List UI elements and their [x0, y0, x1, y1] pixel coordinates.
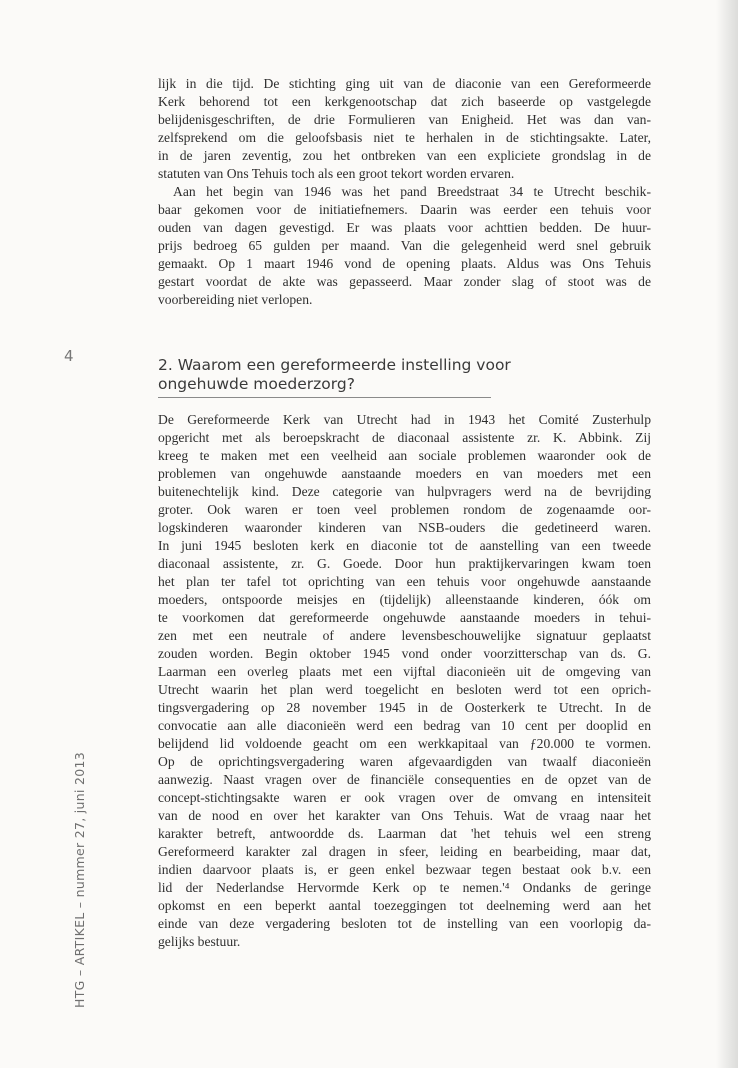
text-line: aanwezig. Naast vragen over de financiële consequenties en de opzet van de — [158, 772, 651, 787]
text-line: in de jaren zeventig, zou het ontbreken van een expliciete grondslag in de — [158, 148, 651, 163]
text-line: diaconaal assistente, zr. G. Goede. Door hun praktijkervaringen kwam toen — [158, 556, 651, 571]
text-line: kreeg te maken met een veelheid aan sociale problemen waaronder ook de — [158, 448, 651, 463]
text-line: buitenechtelijk kind. Deze categorie van hulpvragers werd na de bevrijding — [158, 484, 651, 499]
text-line: ouden van dagen gevestigd. Er was plaats voor achttien bedden. De huur- — [158, 220, 651, 235]
text-line: zouden worden. Begin oktober 1945 vond onder voorzitterschap van ds. G. — [158, 646, 651, 661]
text-line: het plan ter tafel tot oprichting van een tehuis voor ongehuwde aanstaande — [158, 574, 651, 589]
text-line: concept-stichtingsakte waren er ook vragen over de omvang en intensiteit — [158, 790, 651, 805]
running-footer: HTG – ARTIKEL – nummer 27, juni 2013 — [72, 751, 87, 1008]
text-line: van de nood en over het karakter van Ons Tehuis. Wat de vraag naar het — [158, 808, 651, 823]
text-line: Laarman een overleg plaats met een vijftal diaconieën uit de omgeving van — [158, 664, 651, 679]
text-line: logskinderen waaronder kinderen van NSB-ouders die gedetineerd waren. — [158, 520, 651, 535]
text-line: zelfsprekend om die geloofsbasis niet te herhalen in de stichtingsakte. Later, — [158, 130, 651, 145]
text-line: zen met een neutrale of andere levensbeschouwelijke signatuur geplaatst — [158, 628, 651, 643]
text-line: Utrecht waarin het plan werd toegelicht en besloten werd tot een oprich- — [158, 682, 651, 697]
text-line: gestart voordat de akte was gepasseerd. Maar zonder slag of stoot was de — [158, 274, 651, 289]
text-line: lijk in die tijd. De stichting ging uit van de diaconie van een Gereformeerde — [158, 76, 651, 91]
text-line: indien daarvoor plaats is, er geen enkel bezwaar tegen bestaat ook b.v. een — [158, 862, 651, 877]
section-heading-line: 2. Waarom een gereformeerde instelling voor — [158, 356, 511, 374]
page-number: 4 — [64, 347, 74, 365]
text-line: gemaakt. Op 1 maart 1946 vond de opening plaats. Aldus was Ons Tehuis — [158, 256, 651, 271]
heading-underline — [158, 397, 491, 398]
text-line: groter. Ook waren er toen veel problemen rondom de zogenaamde oor- — [158, 502, 651, 517]
text-line: convocatie aan alle diaconieën werd een bedrag van 10 cent per dooplid en — [158, 718, 651, 733]
text-line: lid der Nederlandse Hervormde Kerk op te nemen.'⁴ Ondanks de geringe — [158, 880, 651, 895]
paragraph-main — [158, 411, 651, 951]
section-heading-line: ongehuwde moederzorg? — [158, 375, 355, 393]
paragraphs-top — [158, 75, 651, 309]
text-line: karakter betreft, antwoordde ds. Laarman dat 'het tehuis wel een streng — [158, 826, 651, 841]
page-gutter-shadow — [716, 0, 738, 1068]
text-line: tingsvergadering op 28 november 1945 in de Oosterkerk te Utrecht. In de — [158, 700, 651, 715]
text-line: In juni 1945 besloten kerk en diaconie tot de aanstelling van een tweede — [158, 538, 651, 553]
text-line: Aan het begin van 1946 was het pand Breedstraat 34 te Utrecht beschik- — [173, 184, 651, 199]
text-line: Gereformeerd karakter zal dragen in sfeer, leiding en bearbeiding, maar dat, — [158, 844, 651, 859]
text-line: De Gereformeerde Kerk van Utrecht had in 1943 het Comité Zusterhulp — [158, 412, 651, 427]
text-line: Op de oprichtingsvergadering waren afgevaardigden van twaalf diaconieën — [158, 754, 651, 769]
text-line: opkomst en een beperkt aantal toezeggingen tot deelneming werd aan het — [158, 898, 651, 913]
section-heading — [158, 356, 511, 394]
text-line: problemen van ongehuwde aanstaande moeders en van moeders met een — [158, 466, 651, 481]
text-line: gelijks bestuur. — [158, 934, 241, 949]
text-line: te voorkomen dat gereformeerde ongehuwde aanstaande moeders in tehui- — [158, 610, 651, 625]
text-line: statuten van Ons Tehuis toch als een groot tekort worden ervaren. — [158, 166, 515, 181]
text-line: prijs bedroeg 65 gulden per maand. Van die gelegenheid werd snel gebruik — [158, 238, 651, 253]
text-line: baar gekomen voor de initiatiefnemers. Daarin was eerder een tehuis voor — [158, 202, 651, 217]
text-line: opgericht met als beroepskracht de diaconaal assistente zr. K. Abbink. Zij — [158, 430, 651, 445]
text-line: Kerk behorend tot een kerkgenootschap dat zich baseerde op vastgelegde — [158, 94, 651, 109]
text-line: voorbereiding niet verlopen. — [158, 292, 313, 307]
text-line: belijdenisgeschriften, de drie Formulieren van Enigheid. Het was dan van- — [158, 112, 651, 127]
text-line: einde van deze vergadering besloten tot de instelling van een voorlopig da- — [158, 916, 651, 931]
text-line: belijdend lid voldoende geacht om een werkkapitaal van ƒ20.000 te vormen. — [158, 736, 651, 751]
text-line: moeders, ontspoorde meisjes en (tijdelijk) alleenstaande kinderen, óók om — [158, 592, 651, 607]
